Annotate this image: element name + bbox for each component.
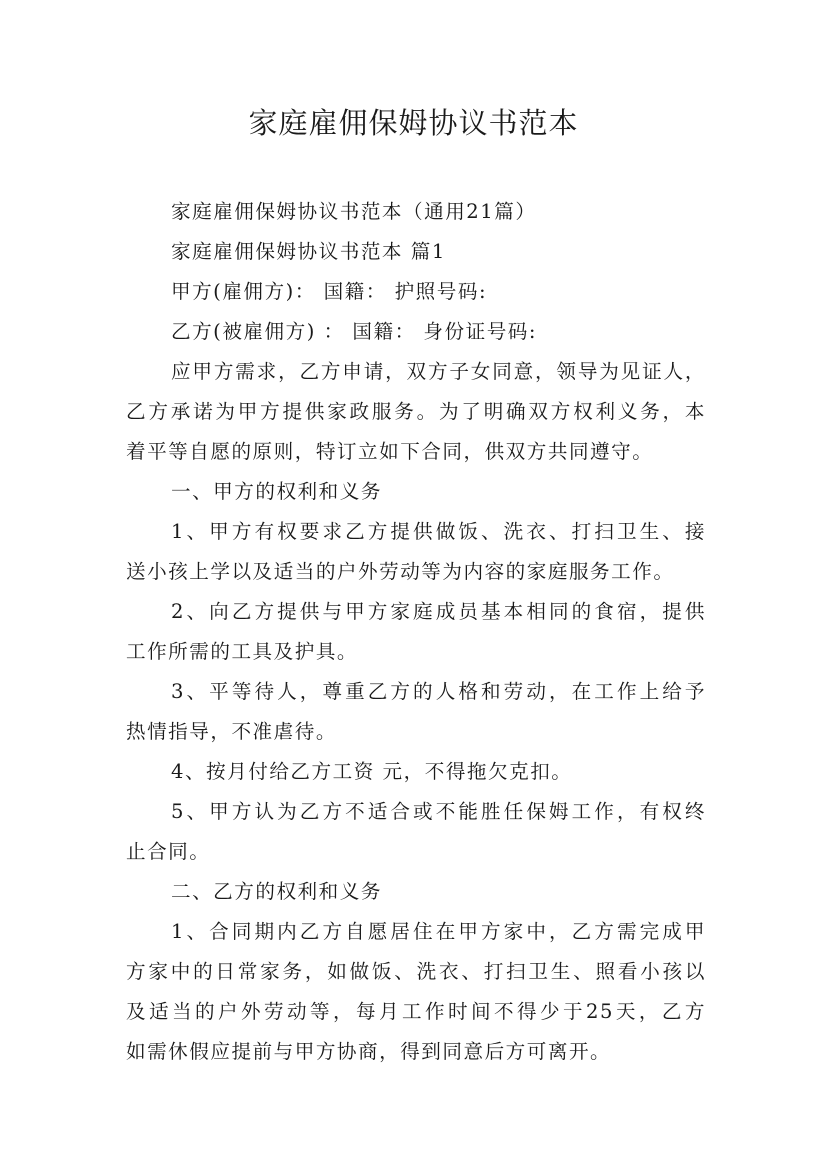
paragraph-line: 乙方承诺为甲方提供家政服务。为了明确双方权利义务，本 [126,400,706,423]
paragraph-line: 着平等自愿的原则，特订立如下合同，供双方共同遵守。 [126,440,654,463]
paragraph-line: 4、按月付给乙方工资 元，不得拖欠克扣。 [171,760,573,783]
paragraph-line: 送小孩上学以及适当的户外劳动等为内容的家庭服务工作。 [126,560,675,583]
paragraph-line: 乙方(被雇佣方) ： 国籍： 身份证号码: [171,320,537,343]
paragraph-line: 方家中的日常家务，如做饭、洗衣、打扫卫生、照看小孩以 [126,960,706,983]
paragraph-line: 及适当的户外劳动等，每月工作时间不得少于25天，乙方 [126,1000,706,1023]
paragraph-line: 2、向乙方提供与甲方家庭成员基本相同的食宿，提供 [171,600,706,623]
document-body [126,192,706,1072]
paragraph-line: 如需休假应提前与甲方协商，得到同意后方可离开。 [126,1040,612,1063]
paragraph-line: 一、甲方的权利和义务 [171,480,382,503]
paragraph-line: 3、平等待人，尊重乙方的人格和劳动，在工作上给予 [171,680,706,703]
paragraph-line: 止合同。 [126,840,211,863]
paragraph-line: 甲方(雇佣方)： 国籍： 护照号码: [171,280,488,303]
document-title: 家庭雇佣保姆协议书范本 [248,106,579,140]
paragraph-line: 应甲方需求，乙方申请，双方子女同意，领导为见证人， [171,360,706,383]
paragraph-line: 热情指导，不准虐待。 [126,720,337,743]
paragraph-line: 家庭雇佣保姆协议书范本 篇1 [171,240,446,263]
paragraph-line: 5、甲方认为乙方不适合或不能胜任保姆工作，有权终 [171,800,706,823]
paragraph-line: 二、乙方的权利和义务 [171,880,382,903]
paragraph-line: 家庭雇佣保姆协议书范本（通用21篇） [171,200,537,223]
paragraph-line: 1、合同期内乙方自愿居住在甲方家中，乙方需完成甲 [171,920,706,943]
paragraph-line: 1、甲方有权要求乙方提供做饭、洗衣、打扫卫生、接 [171,520,706,543]
paragraph-line: 工作所需的工具及护具。 [126,640,359,663]
